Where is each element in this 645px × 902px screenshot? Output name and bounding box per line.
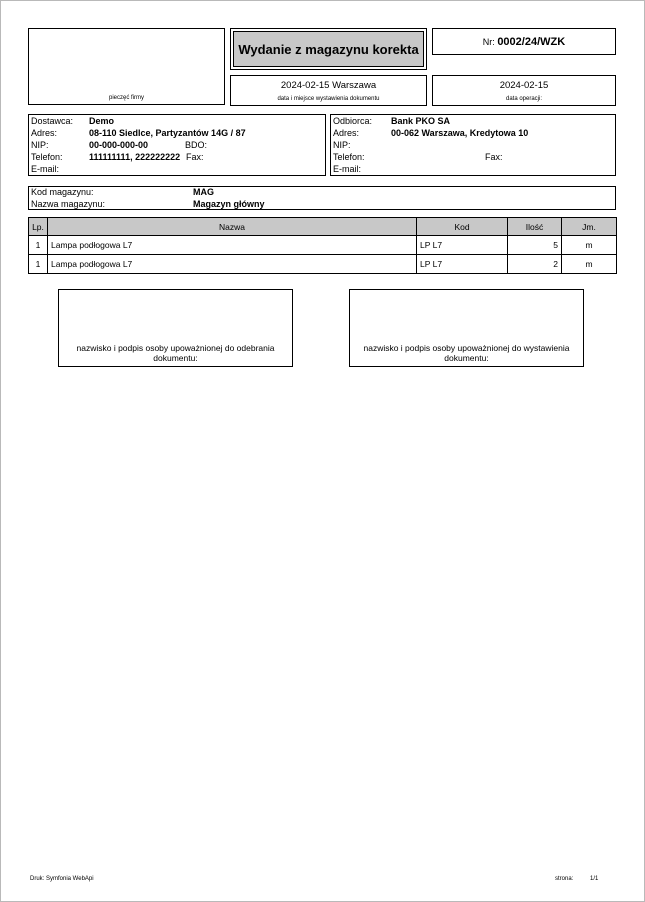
operation-date: 2024-02-15: [499, 80, 549, 91]
warehouse-code-label: Kod magazynu:: [31, 187, 94, 197]
recipient-email-label: E-mail:: [333, 164, 362, 174]
row-unit: m: [562, 236, 617, 255]
document-number-box: [432, 28, 616, 55]
row-qty: 2: [508, 255, 562, 274]
receiver-signature-label: nazwisko i podpis osoby upoważnionej do odebrania dokumentu:: [76, 343, 275, 363]
footer-printed-by: Druk: Symfonia WebApi: [30, 876, 94, 882]
supplier-address-label: Adres:: [31, 128, 58, 138]
column-header-qty: Ilość: [508, 218, 562, 236]
operation-date-label: data operacji:: [505, 96, 543, 102]
issue-place-date-label: data i miejsce wystawienia dokumentu: [277, 96, 380, 102]
supplier-email-label: E-mail:: [31, 164, 60, 174]
row-name: Lampa podłogowa L7: [48, 236, 417, 255]
issuer-signature-label: nazwisko i podpis osoby upoważnionej do wystawienia dokumentu:: [363, 343, 570, 363]
items-table: [28, 217, 617, 274]
column-header-lp: Lp.: [29, 218, 48, 236]
table-row: [29, 236, 617, 255]
supplier-label: Dostawca:: [31, 116, 74, 126]
warehouse-box: [28, 186, 616, 210]
recipient-name: Bank PKO SA: [391, 116, 451, 126]
document-title-box: [230, 28, 427, 70]
supplier-fax-label: Fax:: [186, 152, 204, 162]
supplier-bdo-label: BDO:: [185, 140, 208, 150]
supplier-address: 08-110 Siedlce, Partyzantów 14G / 87: [89, 128, 246, 138]
recipient-box: [330, 114, 616, 176]
footer-page-label: strona:: [555, 876, 574, 882]
document-title: Wydanie z magazynu korekta: [233, 31, 424, 67]
footer-page-value: 1/1: [590, 876, 599, 882]
row-lp: 1: [29, 255, 48, 274]
recipient-address: 00-062 Warszawa, Kredytowa 10: [391, 128, 529, 138]
supplier-phone-label: Telefon:: [31, 152, 63, 162]
column-header-unit: Jm.: [562, 218, 617, 236]
operation-date-box: [432, 75, 616, 106]
issue-date-box: [230, 75, 427, 106]
items-table-header: [29, 218, 617, 236]
warehouse-code: MAG: [193, 187, 214, 197]
row-unit: m: [562, 255, 617, 274]
company-stamp-box: [28, 28, 225, 105]
recipient-address-label: Adres:: [333, 128, 360, 138]
recipient-phone-label: Telefon:: [333, 152, 365, 162]
receiver-signature-box: [58, 289, 293, 367]
supplier-box: [28, 114, 326, 176]
warehouse-name-label: Nazwa magazynu:: [31, 199, 106, 209]
supplier-nip-label: NIP:: [31, 140, 49, 150]
row-qty: 5: [508, 236, 562, 255]
column-header-code: Kod: [417, 218, 508, 236]
recipient-fax-label: Fax:: [485, 152, 503, 162]
column-header-name: Nazwa: [48, 218, 417, 236]
supplier-name: Demo: [89, 116, 115, 126]
recipient-label: Odbiorca:: [333, 116, 373, 126]
document-number: 0002/24/WZK: [497, 36, 566, 48]
company-stamp-label: pieczęć firmy: [108, 95, 144, 101]
warehouse-name: Magazyn główny: [193, 199, 265, 209]
issuer-signature-box: [349, 289, 584, 367]
recipient-nip-label: NIP:: [333, 140, 351, 150]
table-row: [29, 255, 617, 274]
supplier-phone: 111111111, 222222222: [89, 152, 181, 162]
row-code: LP L7: [417, 255, 508, 274]
row-name: Lampa podłogowa L7: [48, 255, 417, 274]
row-lp: 1: [29, 236, 48, 255]
row-code: LP L7: [417, 236, 508, 255]
supplier-nip: 00-000-000-00: [89, 140, 149, 150]
document-number-prefix: Nr:: [482, 37, 495, 47]
issue-place-date: 2024-02-15 Warszawa: [280, 80, 377, 91]
